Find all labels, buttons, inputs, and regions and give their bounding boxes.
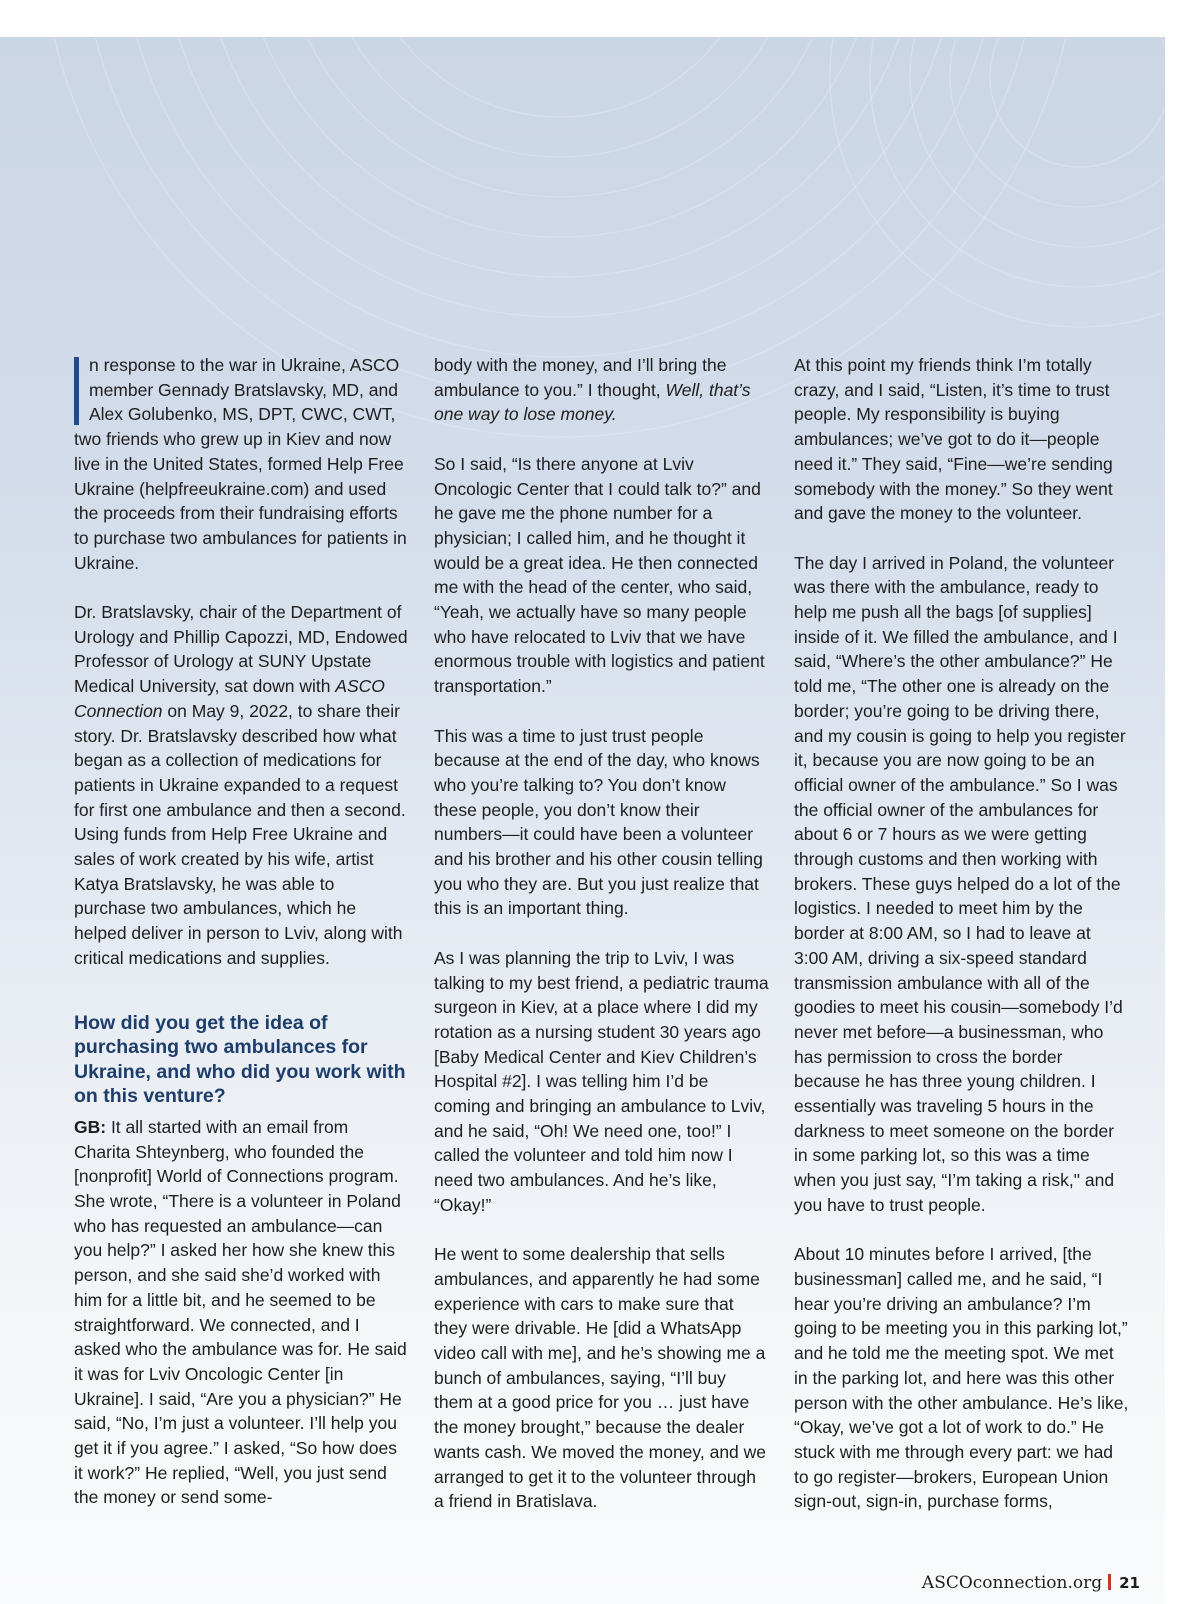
paragraph: He went to some dealership that sells ambulances, and apparently he had some experience with cars to make sure that they were drivable. He [did a WhatsApp video call with me], and he’s showing me a bunch of ambulances, saying, “I’ll buy them at a good price for you … just have the money brought,” because the dealer wants cash. We moved the money, and we arranged to get it to the volunteer through a friend in Bratislava. (434, 1244, 767, 1512)
paragraph: At this point my friends think I’m totally crazy, and I said, “Listen, it’s time to trust people. My responsibility is buying ambulances; we’ve got to do it—people need it.” They said, “Fine—we’re sending somebody with the money.” So they went and gave the money to the volunteer. (794, 355, 1113, 524)
answer-paragraph: GB: It all started with an email from Charita Shteynberg, who founded the [nonprofit] World of Connections program. She wrote, “There is a volunteer in Poland who has requested an ambulance—can you help?” I asked her how she knew this person, and she said she’d worked with him for a little bit, and he seemed to be straightforward. We connected, and I asked who the ambulance was for. He said it was for Lviv Oncologic Center [in Ukraine]. I said, “Are you a physician?” He said, “No, I’m just a volunteer. I’ll help you get it if you agree.” I asked, “So how does it work?” He replied, “Well, you just send the money or send some- (74, 1116, 407, 1508)
article-column-1 (74, 353, 409, 1535)
footer-divider (1108, 1574, 1111, 1590)
paragraph: The day I arrived in Poland, the volunteer was there with the ambulance, ready to help me push all the bags [of supplies] inside of it. We filled the ambulance, and I said, “Where’s the other ambulance?” He told me, “The other one is already on the border; you’re going to be driving there, and my cousin is going to help you register it, because you are now going to be an official owner of the ambulance.” So I was the official owner of the ambulances for about 6 or 7 hours as we were getting through customs and then working with brokers. These guys helped do a lot of the logistics. I needed to meet him by the border at 8:00 AM, so I had to leave at 3:00 AM, driving a six-speed standard transmission ambulance with all of the goodies to meet his cousin—somebody I’d never met before—a businessman, who has permission to cross the border because he has three young children. I essentially was traveling 5 hours in the darkness to meet someone on the border in some parking lot, so this was a time when you just say, “I’m taking a risk," and you have to trust people. (794, 552, 1126, 1215)
page-number: 21 (1119, 1574, 1140, 1592)
drop-cap-i (74, 357, 79, 425)
paragraph: As I was planning the trip to Lviv, I was talking to my best friend, a pediatric trauma surgeon in Kiev, at a place where I did my rotation as a nursing student 30 years ago [Baby Medical Center and Kiev Children’s Hospital #2]. I was telling him I’d be coming and bringing an ambulance to Lviv, and he said, “Oh! We need one, too!” I called the volunteer and told him now I need two ambulances. And he’s like, “Okay!” (434, 947, 769, 1215)
publication-name: ASCO Connection (74, 676, 385, 721)
article-column-2 (434, 353, 769, 1539)
footer-site-link[interactable]: ASCOconnection.org (921, 1573, 1103, 1593)
speaker-label: GB: (74, 1116, 107, 1137)
paragraph: Dr. Bratslavsky, chair of the Department of Urology and Phillip Capozzi, MD, Endowed Professor of Urology at SUNY Upstate Medical University, sat down with ASCO Connection on May 9, 2022, to share their story. Dr. Bratslavsky described how what began as a collection of medications for patients in Ukraine expanded to a request for first one ambulance and then a second. Using funds from Help Free Ukraine and sales of work created by his wife, artist Katya Bratslavsky, he was able to purchase two ambulances, which he helped deliver in person to Lviv, along with critical medications and supplies. (74, 602, 408, 968)
paragraph: body with the money, and I’ll bring the ambulance to you.” I thought, Well, that’s one way to lose money. (434, 355, 751, 425)
article-column-3 (794, 353, 1129, 1539)
page-footer (900, 1573, 1140, 1593)
paragraph: So I said, “Is there anyone at Lviv Oncologic Center that I could talk to?” and he gave me the phone number for a physician; I called him, and he thought it would be a great idea. He then connected me with the head of the center, who said, “Yeah, we actually have so many people who have relocated to Lviv that we have enormous trouble with logistics and patient transportation.” (434, 453, 765, 697)
interview-question: How did you get the idea of purchasing two ambulances for Ukraine, and who did you work with on this venture? (74, 1011, 406, 1108)
paragraph: About 10 minutes before I arrived, [the businessman] called me, and he said, “I hear you’re driving an ambulance? I’m going to be meeting you in this parking lot,” and he told me the meeting spot. We met in the parking lot, and here was this other person with the other ambulance. He’s like, “Okay, we’ve got a lot of work to do.” He stuck with me through every part: we had to go register—brokers, European Union sign-out, sign-in, purchase forms, (794, 1244, 1129, 1512)
intro-paragraph: n response to the war in Ukraine, ASCO member Gennady Bratslavsky, MD, and Alex Golubenko, MS, DPT, CWC, CWT, two friends who grew up in Kiev and now live in the United States, formed Help Free Ukraine (helpfreeukraine.com) and used the proceeds from their fundraising efforts to purchase two ambulances for patients in Ukraine. (74, 355, 407, 573)
magazine-page (0, 37, 1165, 1604)
paragraph: This was a time to just trust people because at the end of the day, who knows who you’re talking to? You don’t know these people, you don’t know their numbers—it could have been a volunteer and his brother and his other cousin telling you who they are. But you just realize that this is an important thing. (434, 725, 763, 919)
